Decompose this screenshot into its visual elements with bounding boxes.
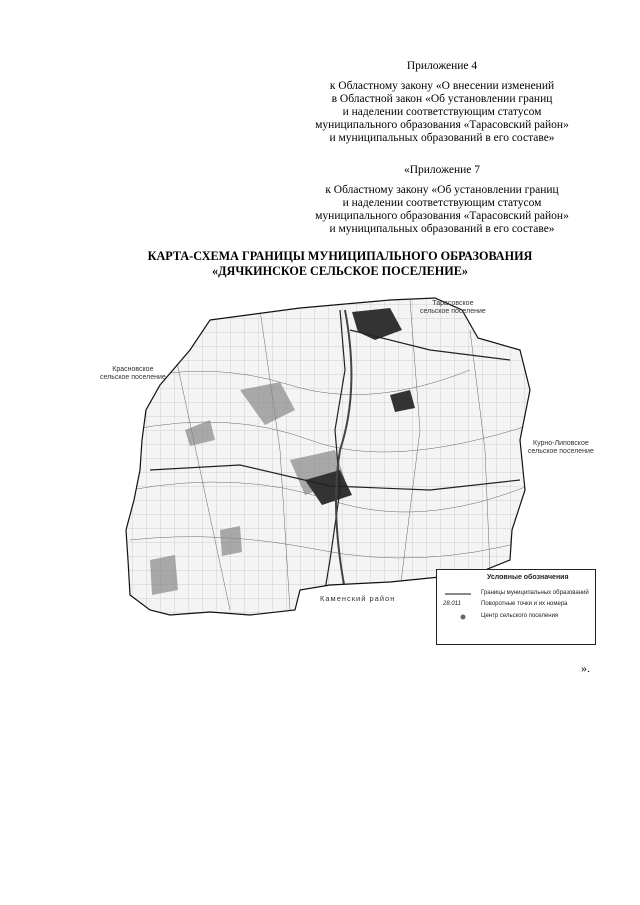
annex-4-header	[286, 60, 598, 145]
legend-item-boundary	[443, 590, 593, 598]
annex-4-line: к Областному закону «О внесении изменений	[329, 80, 555, 92]
label-krasnovskoe-settlement	[100, 366, 166, 382]
annex-7-line: муниципального образования «Тарасовский район»	[315, 210, 569, 222]
label-line: сельское поселение	[528, 448, 594, 455]
map-title	[60, 249, 620, 279]
center-dot-icon	[443, 613, 473, 621]
label-line: Курно-Липовское	[533, 440, 589, 447]
annex-7-header	[286, 164, 598, 236]
legend-item-center	[443, 613, 593, 621]
label-line: Красновское	[112, 366, 154, 373]
closing-quote: ».	[581, 661, 590, 675]
legend-title: Условные обозначения	[487, 574, 569, 581]
map-title-line-1: КАРТА-СХЕМА ГРАНИЦЫ МУНИЦИПАЛЬНОГО ОБРАЗОВАНИЯ	[147, 249, 533, 263]
legend-item-label: Границы муниципальных образований	[481, 590, 589, 596]
annex-7-line: и наделении соответствующим статусом	[342, 197, 542, 209]
legend-item-turning-points	[443, 601, 593, 609]
legend-item-label: Центр сельского поселения	[481, 613, 559, 619]
label-line: сельское поселение	[100, 374, 166, 381]
annex-7-title: «Приложение 7	[403, 164, 481, 176]
label-kurno-lipovskoe-settlement	[528, 440, 594, 456]
annex-4-title: Приложение 4	[406, 60, 478, 72]
map-legend	[436, 569, 596, 645]
annex-4-line: и муниципальных образований в его составе»	[329, 132, 555, 144]
label-tarasov-settlement	[420, 300, 486, 316]
label-line: Тарасовское	[432, 300, 474, 307]
annex-4-line: в Областной закон «Об установлении границ	[331, 93, 553, 105]
annex-7-line: и муниципальных образований в его составе»	[329, 223, 555, 235]
annex-4-line: муниципального образования «Тарасовский район»	[315, 119, 569, 131]
annex-4-line: и наделении соответствующим статусом	[342, 106, 542, 118]
boundary-line-icon	[443, 590, 473, 598]
legend-item-label: Поворотные точки и их номера	[481, 601, 568, 607]
point-code: 28.011	[443, 601, 461, 607]
annex-7-line: к Областному закону «Об установлении границ	[325, 184, 559, 196]
label-line: сельское поселение	[420, 308, 486, 315]
map-title-line-2: «ДЯЧКИНСКОЕ СЕЛЬСКОЕ ПОСЕЛЕНИЕ»	[212, 264, 468, 278]
label-kamensky-district: Каменский район	[320, 594, 396, 603]
